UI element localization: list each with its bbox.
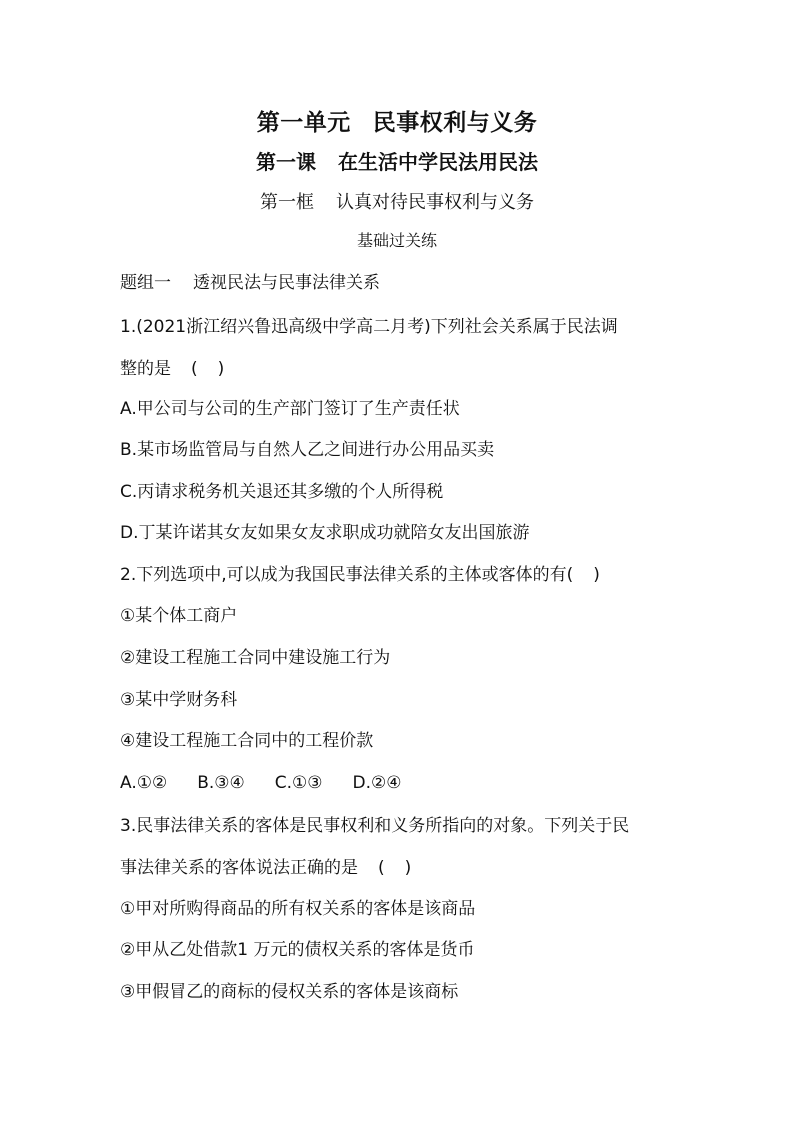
question-1-stem-line1: 1.(2021浙江绍兴鲁迅高级中学高二月考)下列社会关系属于民法调 <box>120 317 618 337</box>
question-1-option-c: C.丙请求税务机关退还其多缴的个人所得税 <box>120 482 444 502</box>
choice-b: B.③④ <box>197 773 245 793</box>
group-title: 透视民法与民事法律关系 <box>193 273 380 293</box>
question-3-item-2: ②甲从乙处借款1 万元的债权关系的客体是货币 <box>120 940 475 960</box>
question-2-item-3: ③某中学财务科 <box>120 690 238 710</box>
answer-paren-close: ) <box>404 858 412 878</box>
choice-c: C.①③ <box>274 773 323 793</box>
answer-paren-open: ( <box>191 359 198 379</box>
frame-number: 第一框 <box>260 192 314 213</box>
question-3-stem-line2 <box>120 856 411 880</box>
question-3-item-3: ③甲假冒乙的商标的侵权关系的客体是该商标 <box>120 982 459 1002</box>
unit-number: 第一单元 <box>256 110 351 136</box>
question-2-item-1: ①某个体工商户 <box>120 606 238 626</box>
question-2-item-4: ④建设工程施工合同中的工程价款 <box>120 731 374 751</box>
unit-name: 民事权利与义务 <box>372 110 538 136</box>
answer-paren-open: ( <box>566 565 574 585</box>
lesson-name: 在生活中学民法用民法 <box>338 150 538 174</box>
lesson-number: 第一课 <box>256 150 316 174</box>
question-3-item-1: ①甲对所购得商品的所有权关系的客体是该商品 <box>120 899 476 919</box>
question-3-stem-end: 事法律关系的客体说法正确的是 <box>120 858 358 878</box>
answer-paren-close: ) <box>217 359 225 379</box>
unit-title <box>0 104 794 137</box>
lesson-title <box>0 146 794 175</box>
question-2-stem-text: 2.下列选项中,可以成为我国民事法律关系的主体或客体的有 <box>120 565 567 585</box>
question-1-stem-end: 整的是 <box>120 359 171 379</box>
group-heading <box>120 271 380 295</box>
question-1-stem-line2 <box>120 357 224 381</box>
answer-paren-close: ) <box>593 565 600 585</box>
question-1-option-a: A.甲公司与公司的生产部门签订了生产责任状 <box>120 399 460 419</box>
choice-d: D.②④ <box>352 773 402 793</box>
group-label: 题组一 <box>120 273 171 293</box>
question-1-option-b: B.某市场监管局与自然人乙之间进行办公用品买卖 <box>120 440 495 460</box>
question-1-option-d: D.丁某许诺其女友如果女友求职成功就陪女友出国旅游 <box>120 523 530 543</box>
answer-paren-open: ( <box>378 858 385 878</box>
practice-title: 基础过关练 <box>356 231 437 250</box>
question-2-choices <box>120 771 402 795</box>
frame-name: 认真对待民事权利与义务 <box>336 192 534 213</box>
question-2-stem <box>120 563 600 587</box>
choice-a: A.①② <box>120 773 168 793</box>
question-2-item-2: ②建设工程施工合同中建设施工行为 <box>120 648 391 668</box>
frame-title <box>0 188 794 214</box>
question-3-stem-line1: 3.民事法律关系的客体是民事权利和义务所指向的对象。下列关于民 <box>120 816 630 836</box>
